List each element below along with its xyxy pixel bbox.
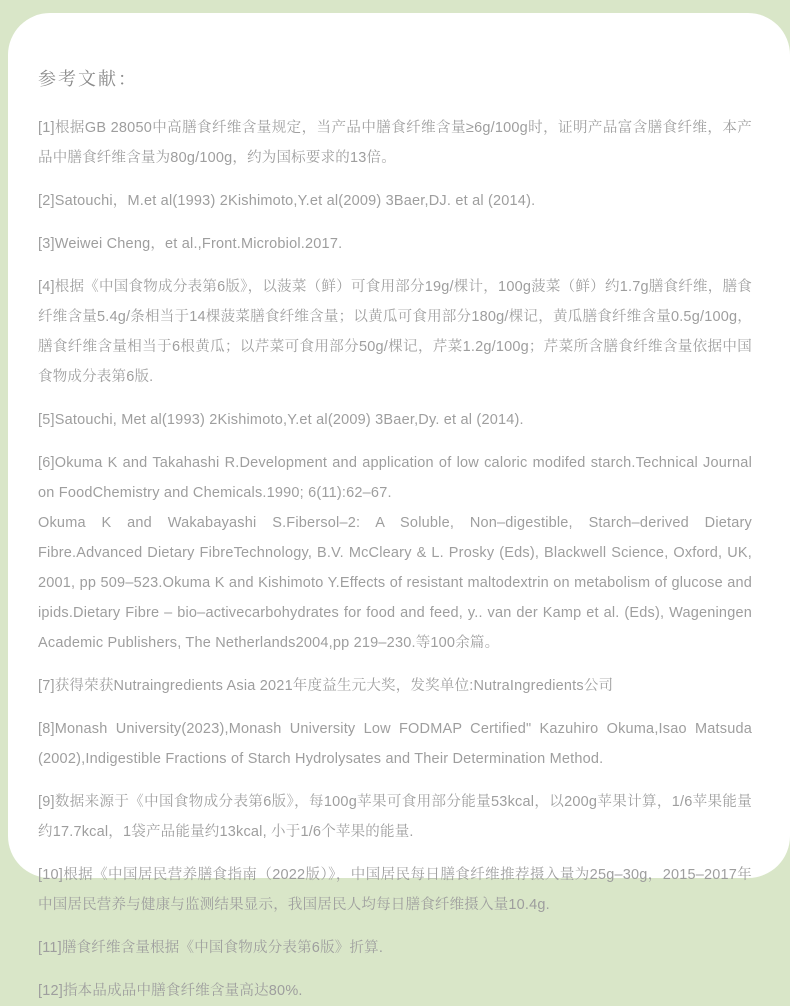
reference-text: [10]根据《中国居民营养膳食指南（2022版）》，中国居民每日膳食纤维推荐摄入量为25g–30g，2015–2017年中国居民营养与健康与监测结果显示，我国居民人均每日膳食纤维摄入量10.4g. — [38, 867, 752, 913]
references-heading: 参考文献： — [38, 69, 138, 89]
reference-item — [38, 933, 752, 963]
reference-item — [38, 714, 752, 774]
reference-text: [1]根据GB 28050中高膳食纤维含量规定，当产品中膳食纤维含量≥6g/100g时，证明产品富含膳食纤维，本产品中膳食纤维含量为80g/100g，约为国标要求的13倍。 — [38, 120, 752, 166]
reference-item — [38, 448, 752, 658]
reference-text: [9]数据来源于《中国食物成分表第6版》，每100g苹果可食用部分能量53kcal，以200g苹果计算，1/6苹果能量约17.7kcal，1袋产品能量约13kcal, 小于1/6个苹果的能量. — [38, 794, 752, 840]
reference-item — [38, 860, 752, 920]
reference-text: [4]根据《中国食物成分表第6版》，以菠菜（鲜）可食用部分19g/棵计，100g菠菜（鲜）约1.7g膳食纤维，膳食纤维含量5.4g/条相当于14棵菠菜膳食纤维含量；以黄瓜可食用部分180g/棵记，黄瓜膳食纤维含量0.5g/100g，膳食纤维含量相当于6根黄瓜；以芹菜可食用部分50g/棵记，芹菜1.2g/100g；芹菜所含膳食纤维含量依据中国食物成分表第6版. — [38, 279, 752, 385]
reference-text: [11]膳食纤维含量根据《中国食物成分表第6版》折算. — [38, 940, 384, 956]
reference-text: [8]Monash University(2023),Monash University Low FODMAP Certified" Kazuhiro Okuma,Isao Matsuda (2002),Indigestible Fractions of Starch Hydrolysates and Their Determination Method. — [38, 721, 752, 767]
reference-item — [38, 671, 752, 701]
reference-text: [6]Okuma K and Takahashi R.Development and application of low caloric modifed starch.Technical Journal on FoodChemistry and Chemicals.1990; 6(11):62–67. — [38, 455, 752, 501]
reference-item — [38, 976, 752, 1006]
reference-item — [38, 186, 752, 216]
reference-item — [38, 113, 752, 173]
references-list — [38, 113, 752, 1006]
reference-text: [5]Satouchi, Met al(1993) 2Kishimoto,Y.et al(2009) 3Baer,Dy. et al (2014). — [38, 412, 524, 428]
reference-text: [2]Satouchi，M.et al(1993) 2Kishimoto,Y.et al(2009) 3Baer,DJ. et al (2014). — [38, 193, 536, 209]
reference-text: [7]获得荣获Nutraingredients Asia 2021年度益生元大奖，发奖单位:NutraIngredients公司 — [38, 678, 614, 694]
reference-text: Okuma K and Wakabayashi S.Fibersol–2: A Soluble, Non–digestible, Starch–derived Dietary Fibre.Advanced Dietary FibreTechnology, B.V. McCleary & L. Prosky (Eds), Blackwell Science, Oxford, UK, 2001, pp 509–523.Okuma K and Kishimoto Y.Effects of resistant maltodextrin on metabolism of glucose and ipids.Dietary Fibre – bio–activecarbohydrates for food and feed, y.. van der Kamp et al. (Eds), Wageningen Academic Publishers, The Netherlands2004,pp 219–230.等100余篇。 — [38, 515, 752, 651]
reference-text: [3]Weiwei Cheng，et al.,Front.Microbiol.2017. — [38, 236, 343, 252]
references-card — [8, 13, 790, 999]
reference-item — [38, 405, 752, 435]
reference-item — [38, 787, 752, 847]
reference-text: [12]指本品成品中膳食纤维含量高达80%. — [38, 983, 303, 999]
reference-item — [38, 272, 752, 392]
reference-item — [38, 229, 752, 259]
